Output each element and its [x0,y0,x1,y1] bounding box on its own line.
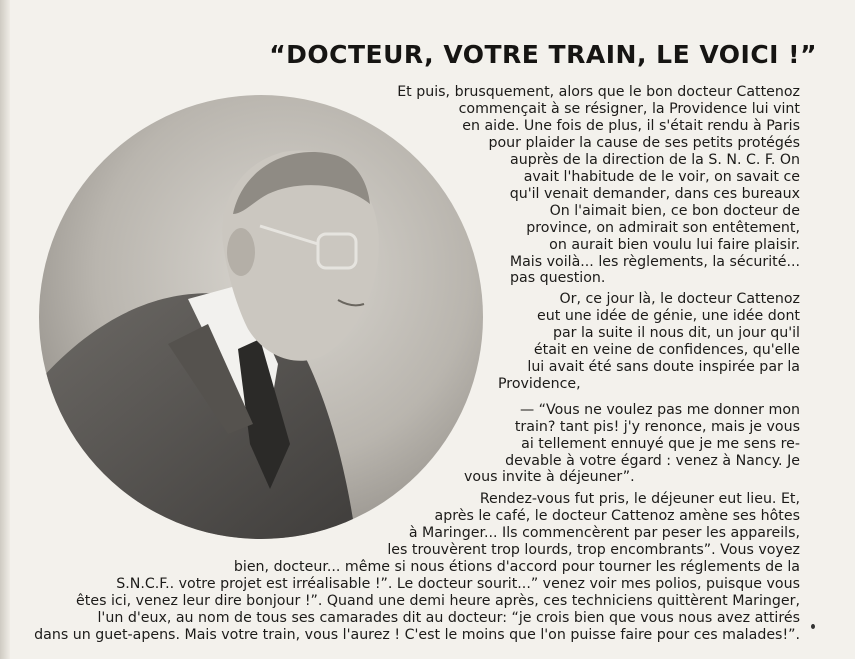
body-text-line: dans un guet-apens. Mais votre train, vous l'aurez ! C'est le moins que l'on puisse faire pour ces malades!”. [34,627,800,643]
body-text-line: qu'il venait demander, dans ces bureaux [509,186,800,202]
body-text-line: On l'aimait bien, ce bon docteur de [549,203,800,219]
body-text-line: pas question. [510,270,606,286]
body-text-line: province, on admirait son entêtement, [526,220,800,236]
body-text-line: vous invite à déjeuner”. [464,469,635,485]
body-text-line: devable à votre égard : venez à Nancy. Je [505,453,800,469]
body-text-line: on aurait bien voulu lui faire plaisir. [549,237,800,253]
body-text-line: Providence, [498,376,581,392]
body-text-line: Et puis, brusquement, alors que le bon docteur Cattenoz [397,84,800,100]
ink-speck [811,624,815,629]
body-text-line: train? tant pis! j'y renonce, mais je vous [514,419,800,435]
body-text-line: pour plaider la cause de ses petits protégés [488,135,800,151]
body-text-line: lui avait été sans doute inspirée par la [527,359,800,375]
body-text-line: après le café, le docteur Cattenoz amène ses hôtes [434,508,800,524]
body-text-line: auprès de la direction de la S. N. C. F. On [510,152,800,168]
body-text-line: l'un d'eux, au nom de tous ses camarades dit au docteur: “je crois bien que vous nous avez attirés [97,610,800,626]
body-text-line: ai tellement ennuyé que je me sens re- [521,436,800,452]
body-text-line: Or, ce jour là, le docteur Cattenoz [559,291,800,307]
body-text-line: en aide. Une fois de plus, il s'était rendu à Paris [462,118,800,134]
body-text-line: les trouvèrent trop lourds, trop encombrants”. Vous voyez [387,542,800,558]
body-text-line: êtes ici, venez leur dire bonjour !”. Quand une demi heure après, ces techniciens quittèrent Maringer, [76,593,800,609]
page-edge [0,0,10,659]
body-text-line: Rendez-vous fut pris, le déjeuner eut lieu. Et, [479,491,800,507]
body-text-line: eut une idée de génie, une idée dont [537,308,800,324]
body-text-line: était en veine de confidences, qu'elle [533,342,800,358]
body-text-line: avait l'habitude de le voir, on savait ce [523,169,800,185]
body-text-line: bien, docteur... même si nous étions d'accord pour tourner les réglements de la [233,559,800,575]
body-text-line: S.N.C.F.. votre projet est irréalisable !”. Le docteur sourit...” venez voir mes polios, puisque vous [116,576,800,592]
portrait-photo [38,94,484,540]
body-text-line: par la suite il nous dit, un jour qu'il [552,325,800,341]
article-title: “DOCTEUR, VOTRE TRAIN, LE VOICI !” [269,40,817,69]
body-text-line: — “Vous ne voulez pas me donner mon [519,402,800,418]
body-text-line: à Maringer... Ils commencèrent par peser les appareils, [408,525,800,541]
body-text-line: commençait à se résigner, la Providence lui vint [458,101,800,117]
body-text-line: Mais voilà... les règlements, la sécurité... [509,254,800,270]
